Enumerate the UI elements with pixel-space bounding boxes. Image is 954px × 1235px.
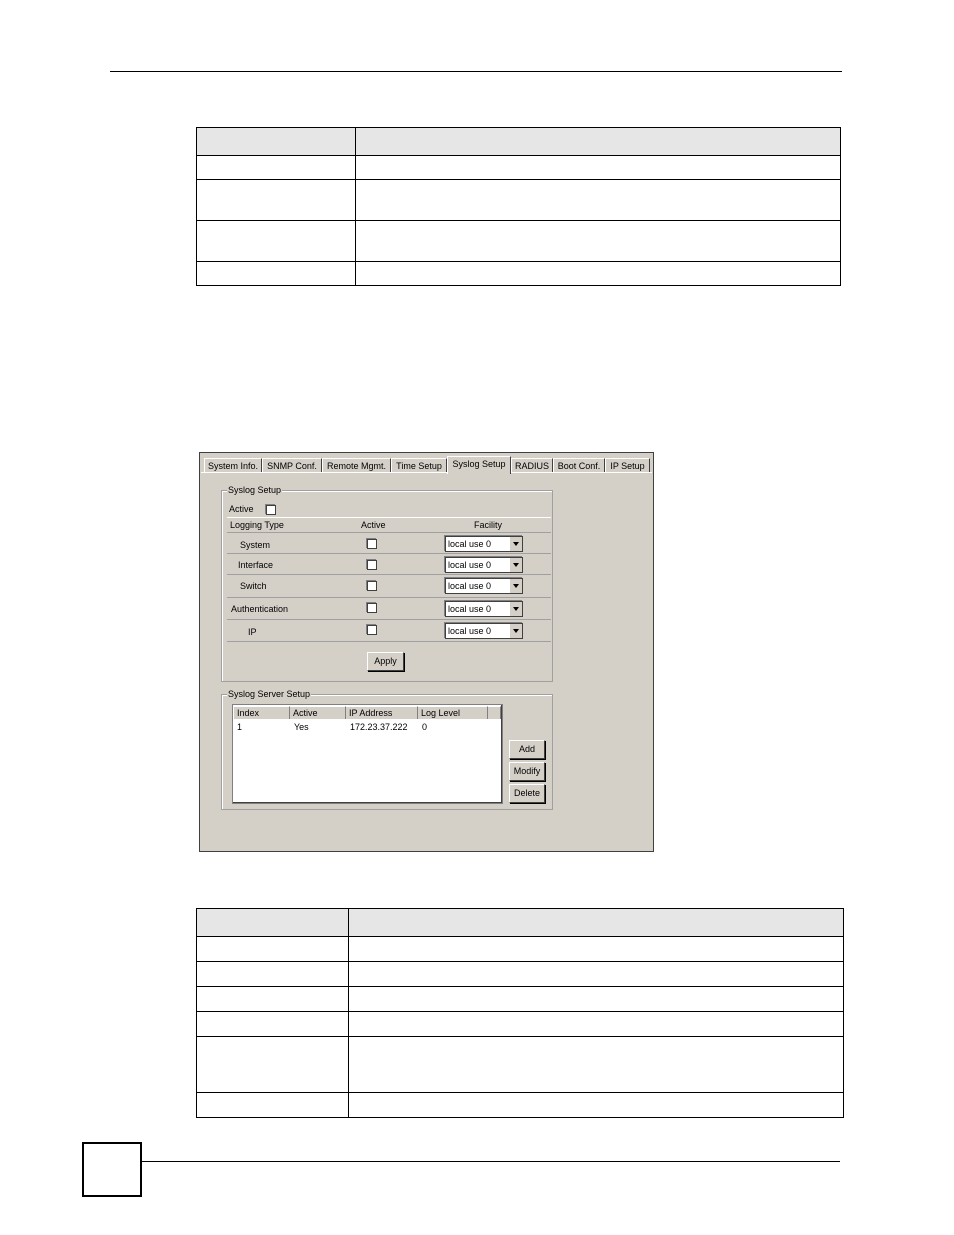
interface-facility-select[interactable]: local use 0 (445, 557, 523, 573)
page-number-box (82, 1142, 142, 1197)
ip-facility-select[interactable]: local use 0 (445, 623, 523, 639)
col-facility: Facility (474, 520, 503, 530)
tab-snmp-conf[interactable]: SNMP Conf. (262, 458, 322, 473)
col-logging-type: Logging Type (230, 520, 284, 530)
chevron-down-icon (509, 558, 522, 572)
list-header-active[interactable]: Active (290, 706, 346, 719)
chevron-down-icon (509, 602, 522, 616)
chevron-down-icon (509, 579, 522, 593)
logging-type-ip: IP (248, 627, 257, 637)
server-row-ip[interactable]: 172.23.37.222 (350, 722, 408, 732)
active-label: Active (229, 504, 254, 514)
interface-active-checkbox[interactable] (367, 560, 377, 570)
logging-type-switch: Switch (240, 581, 267, 591)
switch-facility-select[interactable]: local use 0 (445, 578, 523, 594)
server-row-active[interactable]: Yes (294, 722, 309, 732)
header-rule (110, 71, 842, 72)
chevron-down-icon (509, 537, 522, 551)
list-header-index[interactable]: Index (234, 706, 290, 719)
server-row-index[interactable]: 1 (237, 722, 243, 732)
chevron-down-icon (509, 624, 522, 638)
logging-type-system: System (240, 540, 271, 550)
active-checkbox[interactable] (266, 505, 276, 515)
logging-type-authentication: Authentication (231, 604, 289, 614)
tab-remote-mgmt[interactable]: Remote Mgmt. (322, 458, 391, 473)
add-button[interactable]: Add (509, 740, 545, 759)
tab-ip-setup[interactable]: IP Setup (605, 458, 650, 473)
label-description-table-top (196, 127, 841, 286)
list-header-ip-address[interactable]: IP Address (346, 706, 418, 719)
server-row-level[interactable]: 0 (422, 722, 428, 732)
tab-system-info[interactable]: System Info. (204, 458, 262, 473)
apply-button[interactable]: Apply (367, 652, 404, 671)
tab-time-setup[interactable]: Time Setup (391, 458, 447, 473)
ip-active-checkbox[interactable] (367, 625, 377, 635)
label-description-table-bottom (196, 908, 844, 1118)
tab-syslog-setup[interactable]: Syslog Setup (447, 456, 511, 474)
tab-radius[interactable]: RADIUS (511, 458, 553, 473)
logging-type-interface: Interface (238, 560, 274, 570)
authentication-active-checkbox[interactable] (367, 603, 377, 613)
syslog-server-list[interactable] (232, 704, 503, 804)
footer-rule (140, 1161, 840, 1162)
authentication-facility-select[interactable]: local use 0 (445, 601, 523, 617)
modify-button[interactable]: Modify (509, 762, 545, 781)
system-facility-select[interactable]: local use 0 (445, 536, 523, 552)
syslog-setup-title: Syslog Setup (228, 485, 282, 495)
col-active: Active (361, 520, 386, 530)
syslog-server-setup-title: Syslog Server Setup (228, 689, 311, 699)
syslog-setup-window (199, 452, 654, 852)
system-active-checkbox[interactable] (367, 539, 377, 549)
delete-button[interactable]: Delete (509, 784, 545, 803)
switch-active-checkbox[interactable] (367, 581, 377, 591)
list-header-log-level[interactable]: Log Level (418, 706, 488, 719)
tab-boot-conf[interactable]: Boot Conf. (553, 458, 605, 473)
